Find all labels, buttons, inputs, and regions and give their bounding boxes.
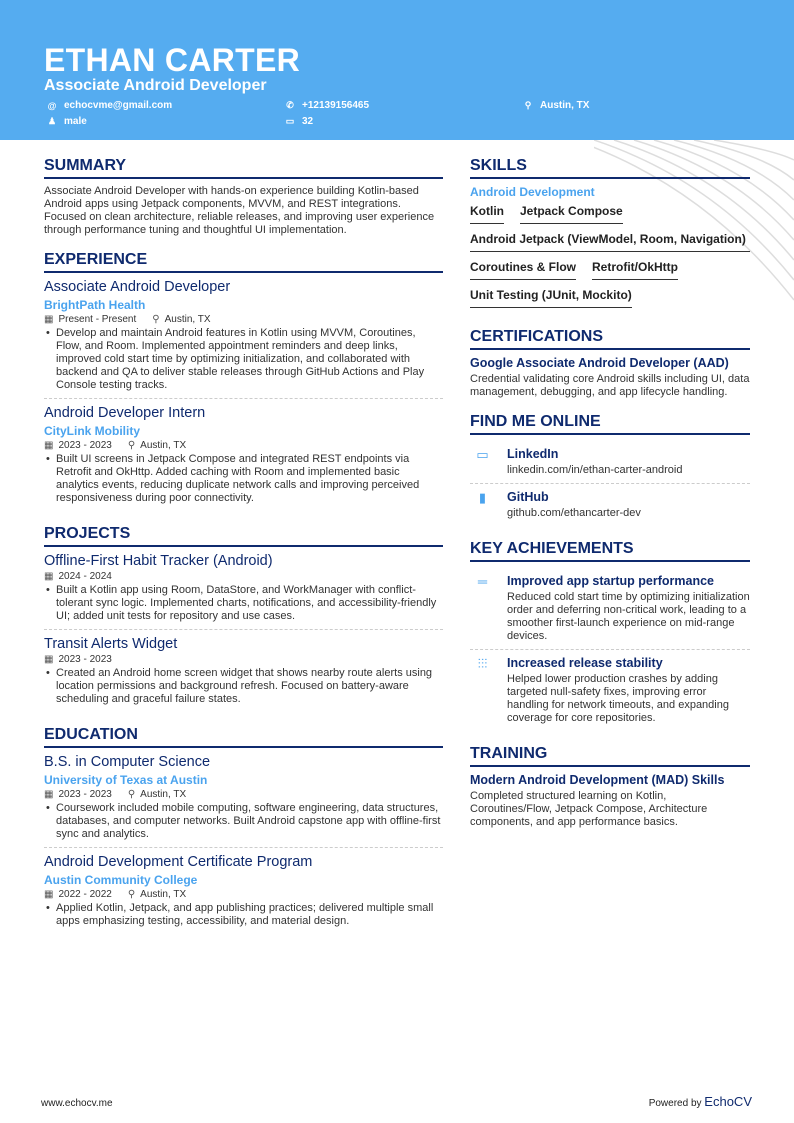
school: Austin Community College (44, 873, 198, 887)
candidate-name: ETHAN CARTER (44, 42, 301, 78)
contact-email (47, 100, 172, 111)
dates: 2023 - 2023 (58, 789, 112, 800)
brand-logo: EchoCV (704, 1094, 752, 1109)
section-heading: TRAINING (470, 745, 750, 767)
education-section (44, 726, 443, 934)
project-title: Transit Alerts Widget (44, 636, 178, 652)
dates: 2023 - 2023 (58, 440, 112, 451)
calendar-icon: ▦ (44, 314, 54, 325)
degree: Android Development Certificate Program (44, 854, 313, 870)
education-entry (44, 754, 443, 848)
school: University of Texas at Austin (44, 773, 208, 787)
lines-icon: ═ (477, 574, 488, 589)
email-text: echocvme@gmail.com (64, 100, 173, 111)
online-section (470, 413, 750, 526)
right-column (470, 157, 750, 843)
contact-location (523, 100, 589, 111)
summary-section (44, 157, 443, 237)
company: BrightPath Health (44, 298, 146, 312)
section-heading: CERTIFICATIONS (470, 328, 750, 350)
location-pin-icon: ⚲ (127, 440, 136, 451)
candidate-role: Associate Android Developer (44, 77, 267, 94)
dates: 2022 - 2022 (58, 889, 112, 900)
header (0, 0, 794, 140)
left-column (44, 157, 443, 948)
skill-category: Android Development (470, 185, 595, 199)
company: CityLink Mobility (44, 424, 140, 438)
location: Austin, TX (164, 314, 211, 325)
person-icon: ♟ (47, 116, 57, 126)
achievement-text: Helped lower production crashes by adding targeted null-safety fixes, improving error handling for network timeouts, and expanding coverage for core repositories. (507, 673, 729, 724)
location-pin-icon: ⚲ (152, 314, 160, 325)
calendar-icon: ▦ (44, 440, 54, 451)
location-pin-icon: ⚲ (127, 889, 136, 900)
profile-name: LinkedIn (507, 447, 559, 461)
bullet: • Applied Kotlin, Jetpack, and app publishing practices; delivered multiple small apps emphasizing testing, accessibility, and material design. (44, 902, 443, 928)
contact-age (285, 116, 313, 127)
dates: 2023 - 2023 (58, 654, 112, 665)
location: Austin, TX (140, 789, 187, 800)
calendar-icon: ▦ (44, 571, 54, 582)
location: Austin, TX (140, 889, 187, 900)
linkedin-icon: ▭ (476, 447, 489, 462)
job-title: Android Developer Intern (44, 405, 206, 421)
training-section (470, 745, 750, 829)
skill: Jetpack Compose (520, 202, 623, 224)
section-heading: FIND ME ONLINE (470, 413, 750, 435)
section-heading: EDUCATION (44, 726, 443, 748)
footer-powered (649, 1094, 752, 1109)
projects-section (44, 525, 443, 712)
gender-text: male (64, 116, 87, 127)
skills-section (470, 157, 750, 314)
github-icon: ▮ (478, 490, 487, 505)
project-entry (44, 553, 443, 630)
bullet: • Created an Android home screen widget that shows nearby route alerts using location permissions and background refresh. Focused on battery-aware scheduling and graceful failure states. (44, 667, 443, 706)
section-heading: SKILLS (470, 157, 750, 179)
location-text: Austin, TX (540, 100, 590, 111)
bullet: • Built a Kotlin app using Room, DataStore, and WorkManager with conflict-tolerant sync logic. Implemented charts, notifications, and accessibility-friendly UI; added unit tests for repository and use cases. (44, 584, 443, 623)
profile-link-linkedin[interactable] (470, 441, 750, 484)
achievements-section (470, 540, 750, 731)
skill: Retrofit/OkHttp (592, 258, 678, 280)
phone-text: +12139156465 (302, 100, 370, 111)
at-icon: @ (47, 100, 57, 111)
age-text: 32 (302, 116, 314, 127)
footer-site[interactable]: www.echocv.me (41, 1098, 113, 1109)
summary-text: Associate Android Developer with hands-on experience building Kotlin-based Android apps using Jetpack components, MVVM, and REST integrations. Focused on clean architecture, reliable releases, and improving user experience through performance tuning and thoughtful UI implementation. (44, 185, 435, 236)
training-text: Completed structured learning on Kotlin, Coroutines/Flow, Jetpack Compose, Architecture components, and app performance basics. (470, 790, 708, 828)
achievement-title: Improved app startup performance (507, 574, 714, 588)
certifications-section (470, 328, 750, 399)
bullet: • Develop and maintain Android features in Kotlin using MVVM, Coroutines, Flow, and Room. Implemented appointment reminders and deep links, improved cold start time by optimizing initialization, and collaborated with backend and QA to deliver stable releases through GitHub Actions and Play Console testing tracks. (44, 327, 443, 392)
skill: Unit Testing (JUnit, Mockito) (470, 286, 632, 308)
experience-entry (44, 279, 443, 399)
degree: B.S. in Computer Science (44, 754, 211, 770)
certification-name: Google Associate Android Developer (AAD) (470, 356, 729, 370)
profile-link-github[interactable] (470, 484, 750, 526)
certification-text: Credential validating core Android skills including UI, data management, debugging, and app lifecycle handling. (470, 373, 750, 398)
achievement (470, 650, 750, 731)
achievement-text: Reduced cold start time by optimizing initialization order and deferring non-critical work, leading to a smoother first-launch experience on mid-range devices. (507, 591, 750, 642)
skill: Coroutines & Flow (470, 258, 576, 280)
location-pin-icon: ⚲ (127, 789, 136, 800)
experience-section (44, 251, 443, 511)
skill: Kotlin (470, 202, 504, 224)
calendar-icon: ▦ (44, 789, 54, 800)
bullet: • Built UI screens in Jetpack Compose and integrated REST endpoints via Retrofit and OkHttp. Added caching with Room and implemented basic analytics events, reducing duplicate network calls and improving perceived responsiveness during poor connectivity. (44, 453, 443, 505)
location: Austin, TX (140, 440, 187, 451)
profile-name: GitHub (507, 490, 549, 504)
phone-icon: ✆ (286, 100, 294, 110)
experience-entry (44, 405, 443, 511)
bullet: • Coursework included mobile computing, software engineering, data structures, databases, and computer networks. Built Android capstone app with offline-first sync and analytics. (44, 802, 443, 841)
achievement (470, 568, 750, 650)
calendar-icon: ▭ (285, 116, 295, 126)
section-heading: PROJECTS (44, 525, 443, 547)
project-entry (44, 636, 443, 712)
section-heading: SUMMARY (44, 157, 443, 179)
profile-url[interactable]: linkedin.com/in/ethan-carter-android (507, 464, 683, 476)
powered-by-text: Powered by (648, 1098, 702, 1109)
dates: 2024 - 2024 (58, 571, 112, 582)
sliders-icon: ⫶⫶⫶ (477, 656, 488, 671)
location-pin-icon: ⚲ (524, 100, 532, 110)
calendar-icon: ▦ (44, 889, 54, 900)
education-entry (44, 854, 443, 934)
dates: Present - Present (58, 314, 137, 325)
skill: Android Jetpack (ViewModel, Room, Navigation) (470, 230, 750, 252)
section-heading: KEY ACHIEVEMENTS (470, 540, 750, 562)
training-name: Modern Android Development (MAD) Skills (470, 773, 725, 787)
achievement-title: Increased release stability (507, 656, 663, 670)
calendar-icon: ▦ (44, 654, 54, 665)
contact-gender (47, 116, 87, 127)
profile-url[interactable]: github.com/ethancarter-dev (507, 507, 641, 519)
contact-phone (285, 100, 369, 111)
section-heading: EXPERIENCE (44, 251, 443, 273)
project-title: Offline-First Habit Tracker (Android) (44, 553, 273, 569)
job-title: Associate Android Developer (44, 279, 231, 295)
